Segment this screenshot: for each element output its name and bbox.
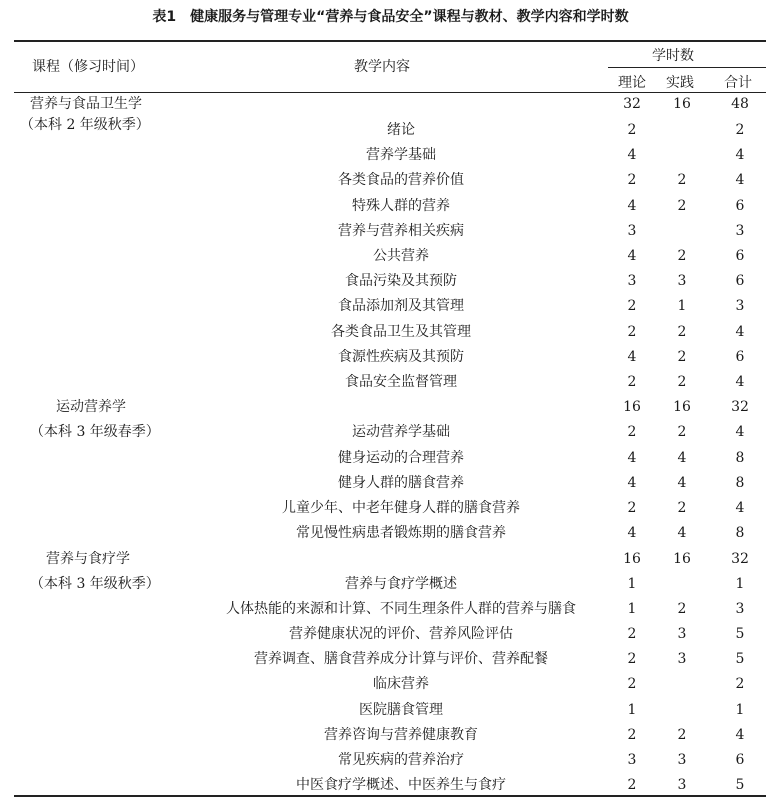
cell-content: 营养与食疗学概述 <box>345 576 457 592</box>
table-row <box>0 168 781 193</box>
cell-total: 5 <box>735 626 745 642</box>
cell-theory: 4 <box>627 450 637 466</box>
table-row <box>0 572 781 597</box>
cell-practice: 3 <box>677 626 687 642</box>
header-content: 教学内容 <box>354 59 410 75</box>
cell-theory: 2 <box>627 727 637 743</box>
cell-theory: 4 <box>627 147 637 163</box>
table-row <box>0 471 781 496</box>
cell-content: 各类食品卫生及其管理 <box>331 324 471 340</box>
cell-practice: 2 <box>677 424 687 440</box>
table-row <box>0 345 781 370</box>
cell-total: 8 <box>735 525 745 541</box>
hours-subrule <box>608 67 766 68</box>
table-row <box>0 244 781 269</box>
table-row <box>0 622 781 647</box>
cell-practice: 2 <box>677 349 687 365</box>
cell-content: 营养咨询与营养健康教育 <box>324 727 478 743</box>
cell-theory: 1 <box>627 702 637 718</box>
header-course: 课程（修习时间） <box>32 59 144 75</box>
cell-total: 6 <box>735 248 745 264</box>
course-term: （本科 3 年级秋季） <box>30 576 160 592</box>
cell-total: 4 <box>735 172 745 188</box>
cell-total: 3 <box>735 223 745 239</box>
cell-total: 3 <box>735 601 745 617</box>
course-row <box>0 395 781 420</box>
cell-total: 4 <box>735 727 745 743</box>
table-row <box>0 370 781 395</box>
cell-practice: 2 <box>677 374 687 390</box>
cell-practice: 3 <box>677 777 687 793</box>
cell-total: 6 <box>735 198 745 214</box>
cell-content: 营养与营养相关疾病 <box>338 223 464 239</box>
cell-theory: 4 <box>627 248 637 264</box>
cell-practice: 3 <box>677 752 687 768</box>
table-row <box>0 521 781 546</box>
cell-total: 2 <box>735 676 745 692</box>
cell-content: 食品添加剂及其管理 <box>338 298 464 314</box>
cell-practice: 2 <box>677 248 687 264</box>
cell-practice: 2 <box>677 198 687 214</box>
cell-total: 32 <box>731 399 749 415</box>
cell-content: 食品污染及其预防 <box>345 273 457 289</box>
cell-content: 中医食疗学概述、中医养生与食疗 <box>296 777 506 793</box>
cell-content: 常见疾病的营养治疗 <box>338 752 464 768</box>
cell-practice: 1 <box>677 298 687 314</box>
cell-practice: 4 <box>677 475 687 491</box>
course-name: 营养与食品卫生学 <box>30 96 142 112</box>
cell-content: 营养健康状况的评价、营养风险评估 <box>289 626 513 642</box>
cell-theory: 2 <box>627 777 637 793</box>
cell-total: 4 <box>735 324 745 340</box>
cell-practice: 16 <box>673 399 691 415</box>
cell-total: 1 <box>735 702 745 718</box>
table-row <box>0 118 781 143</box>
cell-content: 公共营养 <box>373 248 429 264</box>
cell-total: 6 <box>735 752 745 768</box>
cell-practice: 2 <box>677 172 687 188</box>
cell-content: 临床营养 <box>373 676 429 692</box>
cell-theory: 2 <box>627 676 637 692</box>
table-row <box>0 672 781 697</box>
cell-practice: 2 <box>677 324 687 340</box>
cell-practice: 16 <box>673 551 691 567</box>
cell-total: 48 <box>731 96 749 112</box>
cell-content: 医院膳食管理 <box>359 702 443 718</box>
cell-content: 食品安全监督管理 <box>345 374 457 390</box>
cell-practice: 4 <box>677 525 687 541</box>
table-row <box>0 420 781 445</box>
course-term: （本科 2 年级秋季） <box>20 117 150 133</box>
cell-theory: 1 <box>627 601 637 617</box>
top-rule <box>14 40 766 42</box>
cell-total: 4 <box>735 147 745 163</box>
table-row <box>0 194 781 219</box>
header-total: 合计 <box>724 75 752 91</box>
header-hours: 学时数 <box>652 48 694 64</box>
cell-theory: 4 <box>627 475 637 491</box>
header-practice: 实践 <box>666 75 694 91</box>
cell-theory: 2 <box>627 626 637 642</box>
cell-content: 健身运动的合理营养 <box>338 450 464 466</box>
cell-theory: 2 <box>627 122 637 138</box>
cell-content: 营养调查、膳食营养成分计算与评价、营养配餐 <box>254 651 548 667</box>
table-row <box>0 723 781 748</box>
table-row <box>0 219 781 244</box>
course-name: 运动营养学 <box>56 399 126 415</box>
cell-total: 6 <box>735 349 745 365</box>
cell-theory: 2 <box>627 298 637 314</box>
table-row <box>0 446 781 471</box>
cell-content: 健身人群的膳食营养 <box>338 475 464 491</box>
cell-theory: 16 <box>623 399 641 415</box>
cell-practice: 2 <box>677 727 687 743</box>
cell-theory: 4 <box>627 349 637 365</box>
cell-total: 3 <box>735 298 745 314</box>
cell-content: 绪论 <box>387 122 415 138</box>
table-row <box>0 748 781 773</box>
cell-content: 营养学基础 <box>366 147 436 163</box>
cell-theory: 3 <box>627 273 637 289</box>
table-row <box>0 597 781 622</box>
cell-theory: 16 <box>623 551 641 567</box>
cell-theory: 2 <box>627 651 637 667</box>
cell-theory: 2 <box>627 500 637 516</box>
table-row <box>0 143 781 168</box>
cell-total: 1 <box>735 576 745 592</box>
cell-content: 各类食品的营养价值 <box>338 172 464 188</box>
cell-total: 5 <box>735 777 745 793</box>
cell-practice: 3 <box>677 273 687 289</box>
cell-practice: 16 <box>673 96 691 112</box>
cell-content: 儿童少年、中老年健身人群的膳食营养 <box>282 500 520 516</box>
table-caption <box>0 6 781 26</box>
cell-total: 2 <box>735 122 745 138</box>
cell-total: 5 <box>735 651 745 667</box>
table-row <box>0 698 781 723</box>
cell-content: 特殊人群的营养 <box>352 198 450 214</box>
cell-theory: 3 <box>627 223 637 239</box>
course-name: 营养与食疗学 <box>46 551 130 567</box>
cell-practice: 3 <box>677 651 687 667</box>
cell-theory: 2 <box>627 172 637 188</box>
cell-content: 人体热能的来源和计算、不同生理条件人群的营养与膳食 <box>226 601 576 617</box>
cell-total: 4 <box>735 374 745 390</box>
cell-theory: 4 <box>627 525 637 541</box>
cell-theory: 4 <box>627 198 637 214</box>
table-row <box>0 320 781 345</box>
table-number: 表1 <box>152 9 177 25</box>
cell-total: 8 <box>735 450 745 466</box>
table-row <box>0 496 781 521</box>
cell-content: 常见慢性病患者锻炼期的膳食营养 <box>296 525 506 541</box>
cell-theory: 2 <box>627 424 637 440</box>
cell-theory: 3 <box>627 752 637 768</box>
cell-theory: 1 <box>627 576 637 592</box>
cell-practice: 2 <box>677 500 687 516</box>
cell-total: 4 <box>735 424 745 440</box>
table-row <box>0 647 781 672</box>
cell-total: 4 <box>735 500 745 516</box>
header-theory: 理论 <box>618 75 646 91</box>
course-term: （本科 3 年级春季） <box>30 424 160 440</box>
bottom-rule <box>14 795 766 797</box>
cell-total: 6 <box>735 273 745 289</box>
table-title: 健康服务与管理专业“营养与食品安全”课程与教材、教学内容和学时数 <box>190 9 629 25</box>
table-row <box>0 294 781 319</box>
cell-total: 8 <box>735 475 745 491</box>
cell-theory: 2 <box>627 374 637 390</box>
course-row <box>0 547 781 572</box>
cell-total: 32 <box>731 551 749 567</box>
cell-content: 运动营养学基础 <box>352 424 450 440</box>
table-row <box>0 269 781 294</box>
cell-practice: 2 <box>677 601 687 617</box>
cell-content: 食源性疾病及其预防 <box>338 349 464 365</box>
cell-practice: 4 <box>677 450 687 466</box>
cell-theory: 2 <box>627 324 637 340</box>
cell-theory: 32 <box>623 96 641 112</box>
